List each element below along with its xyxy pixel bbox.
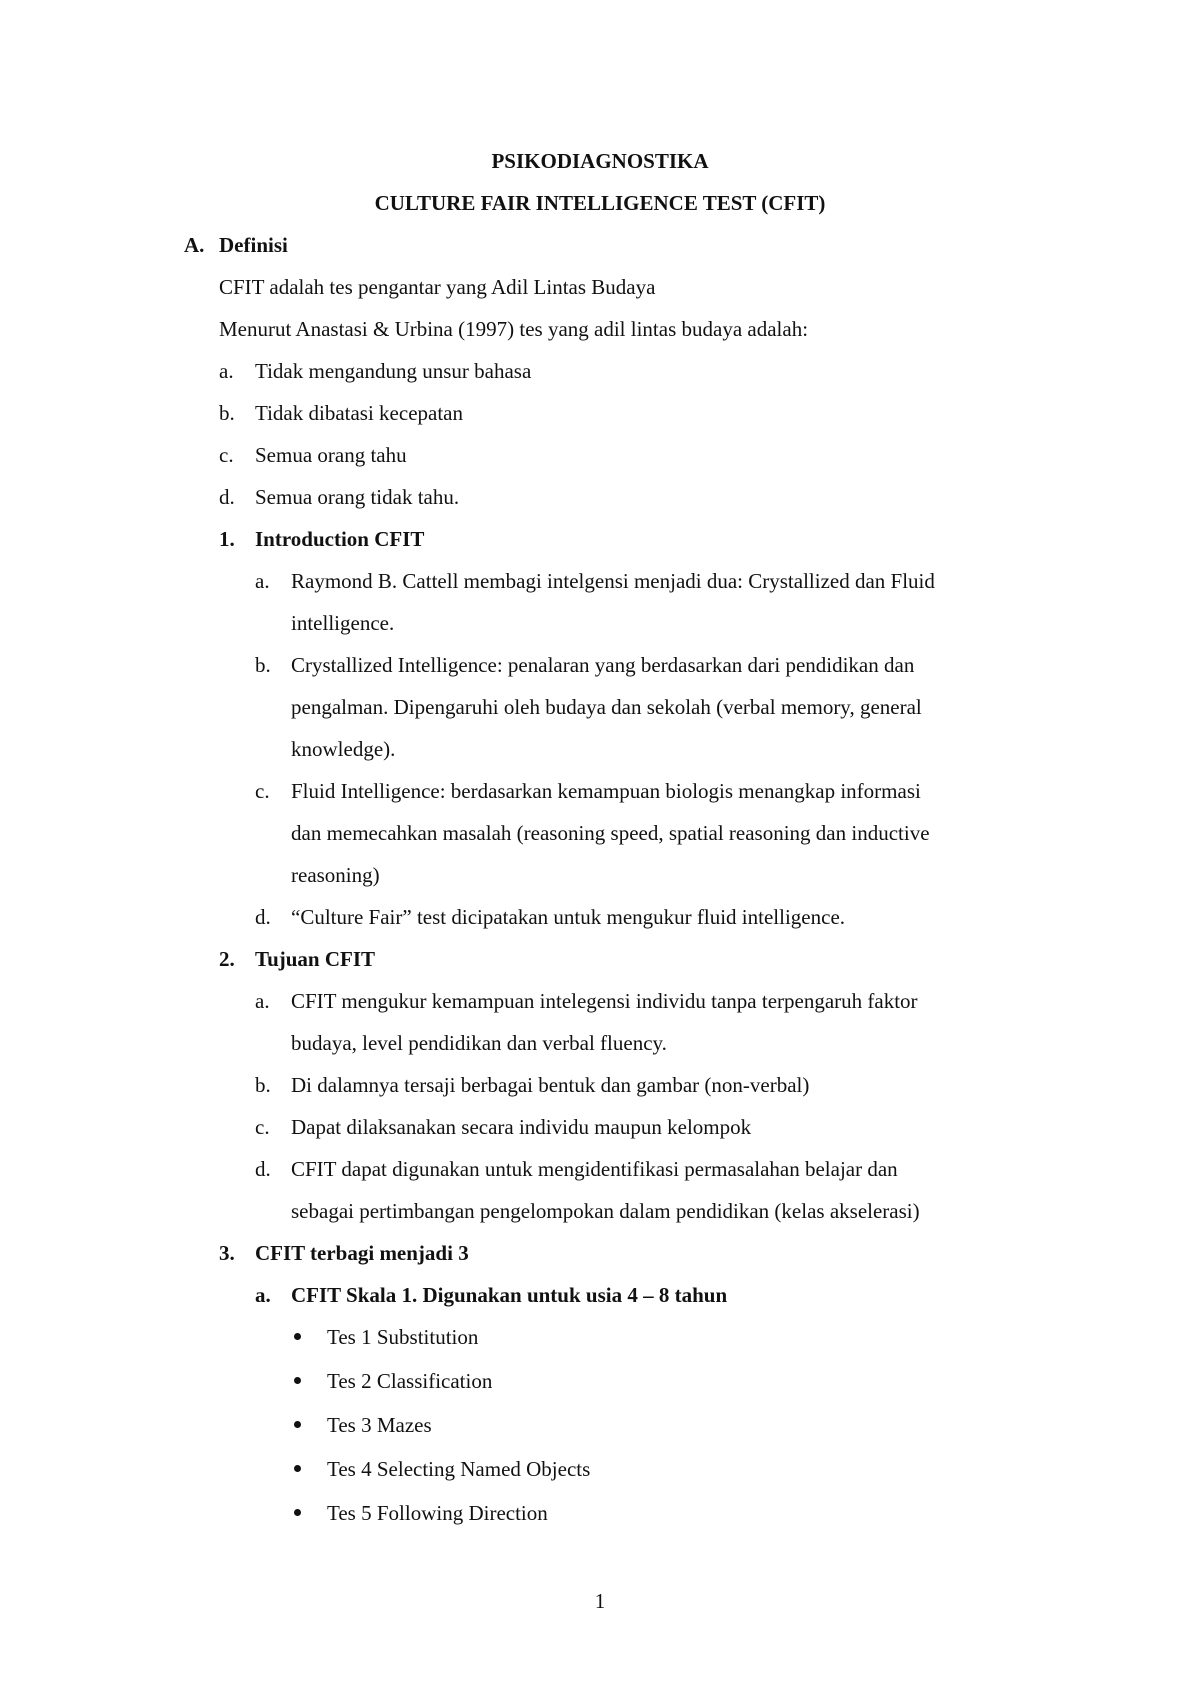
list-item-marker: d.: [219, 485, 235, 509]
bullet-item: Tes 1 Substitution: [327, 1325, 479, 1349]
list-item-line: CFIT Skala 1. Digunakan untuk usia 4 – 8 tahun: [291, 1283, 728, 1307]
list-item-line: Raymond B. Cattell membagi intelgensi menjadi dua: Crystallized dan Fluid: [291, 569, 935, 593]
list-item-line: Crystallized Intelligence: penalaran yang berdasarkan dari pendidikan dan: [291, 653, 915, 677]
section-a-heading: Definisi: [219, 233, 288, 257]
list-item-marker: a.: [255, 569, 270, 593]
list-item-marker: a.: [255, 1283, 271, 1307]
list-item-line: CFIT mengukur kemampuan intelegensi individu tanpa terpengaruh faktor: [291, 989, 918, 1013]
section-2-heading: Tujuan CFIT: [255, 947, 376, 971]
list-item-line: “Culture Fair” test dicipatakan untuk mengukur fluid intelligence.: [291, 905, 846, 929]
section-3-heading: CFIT terbagi menjadi 3: [255, 1241, 469, 1265]
list-item-marker: a.: [255, 989, 270, 1013]
definition-source-line: Menurut Anastasi & Urbina (1997) tes yang adil lintas budaya adalah:: [219, 317, 809, 341]
list-item-line: knowledge).: [291, 737, 396, 761]
bullet-item: Tes 5 Following Direction: [327, 1501, 548, 1525]
bullet-icon: [294, 1421, 301, 1428]
list-item-line: Dapat dilaksanakan secara individu maupun kelompok: [291, 1115, 752, 1139]
section-1-marker: 1.: [219, 527, 235, 551]
list-item-line: pengalman. Dipengaruhi oleh budaya dan sekolah (verbal memory, general: [291, 695, 922, 719]
bullet-icon: [294, 1377, 301, 1384]
bullet-icon: [294, 1333, 301, 1340]
bullet-icon: [294, 1509, 301, 1516]
list-item: Tidak dibatasi kecepatan: [255, 401, 464, 425]
bullet-icon: [294, 1465, 301, 1472]
list-item-marker: b.: [255, 653, 271, 677]
list-item-marker: c.: [219, 443, 234, 467]
section-2-marker: 2.: [219, 947, 235, 971]
list-item: Tidak mengandung unsur bahasa: [255, 359, 532, 383]
list-item-line: Fluid Intelligence: berdasarkan kemampuan biologis menangkap informasi: [291, 779, 921, 803]
page-title: PSIKODIAGNOSTIKA: [491, 149, 709, 173]
list-item-marker: a.: [219, 359, 234, 383]
list-item-line: sebagai pertimbangan pengelompokan dalam pendidikan (kelas akselerasi): [291, 1199, 920, 1223]
list-item-line: Di dalamnya tersaji berbagai bentuk dan gambar (non-verbal): [291, 1073, 810, 1097]
list-item-marker: b.: [219, 401, 235, 425]
list-item-marker: d.: [255, 1157, 271, 1181]
list-item-line: budaya, level pendidikan dan verbal fluency.: [291, 1031, 667, 1055]
definition-line: CFIT adalah tes pengantar yang Adil Lintas Budaya: [219, 275, 656, 299]
bullet-item: Tes 3 Mazes: [327, 1413, 432, 1437]
list-item: Semua orang tidak tahu.: [255, 485, 460, 509]
page-subtitle: CULTURE FAIR INTELLIGENCE TEST (CFIT): [374, 191, 826, 215]
bullet-item: Tes 4 Selecting Named Objects: [327, 1457, 591, 1481]
list-item-marker: b.: [255, 1073, 271, 1097]
list-item-marker: d.: [255, 905, 271, 929]
list-item-line: intelligence.: [291, 611, 395, 635]
section-3-marker: 3.: [219, 1241, 235, 1265]
list-item-line: reasoning): [291, 863, 380, 887]
page-number: 1: [594, 1589, 606, 1613]
section-1-heading: Introduction CFIT: [255, 527, 425, 551]
bullet-item: Tes 2 Classification: [327, 1369, 493, 1393]
list-item-marker: c.: [255, 779, 270, 803]
list-item: Semua orang tahu: [255, 443, 407, 467]
section-a-marker: A.: [184, 233, 205, 257]
list-item-line: CFIT dapat digunakan untuk mengidentifikasi permasalahan belajar dan: [291, 1157, 898, 1181]
list-item-marker: c.: [255, 1115, 270, 1139]
list-item-line: dan memecahkan masalah (reasoning speed, spatial reasoning dan inductive: [291, 821, 930, 845]
